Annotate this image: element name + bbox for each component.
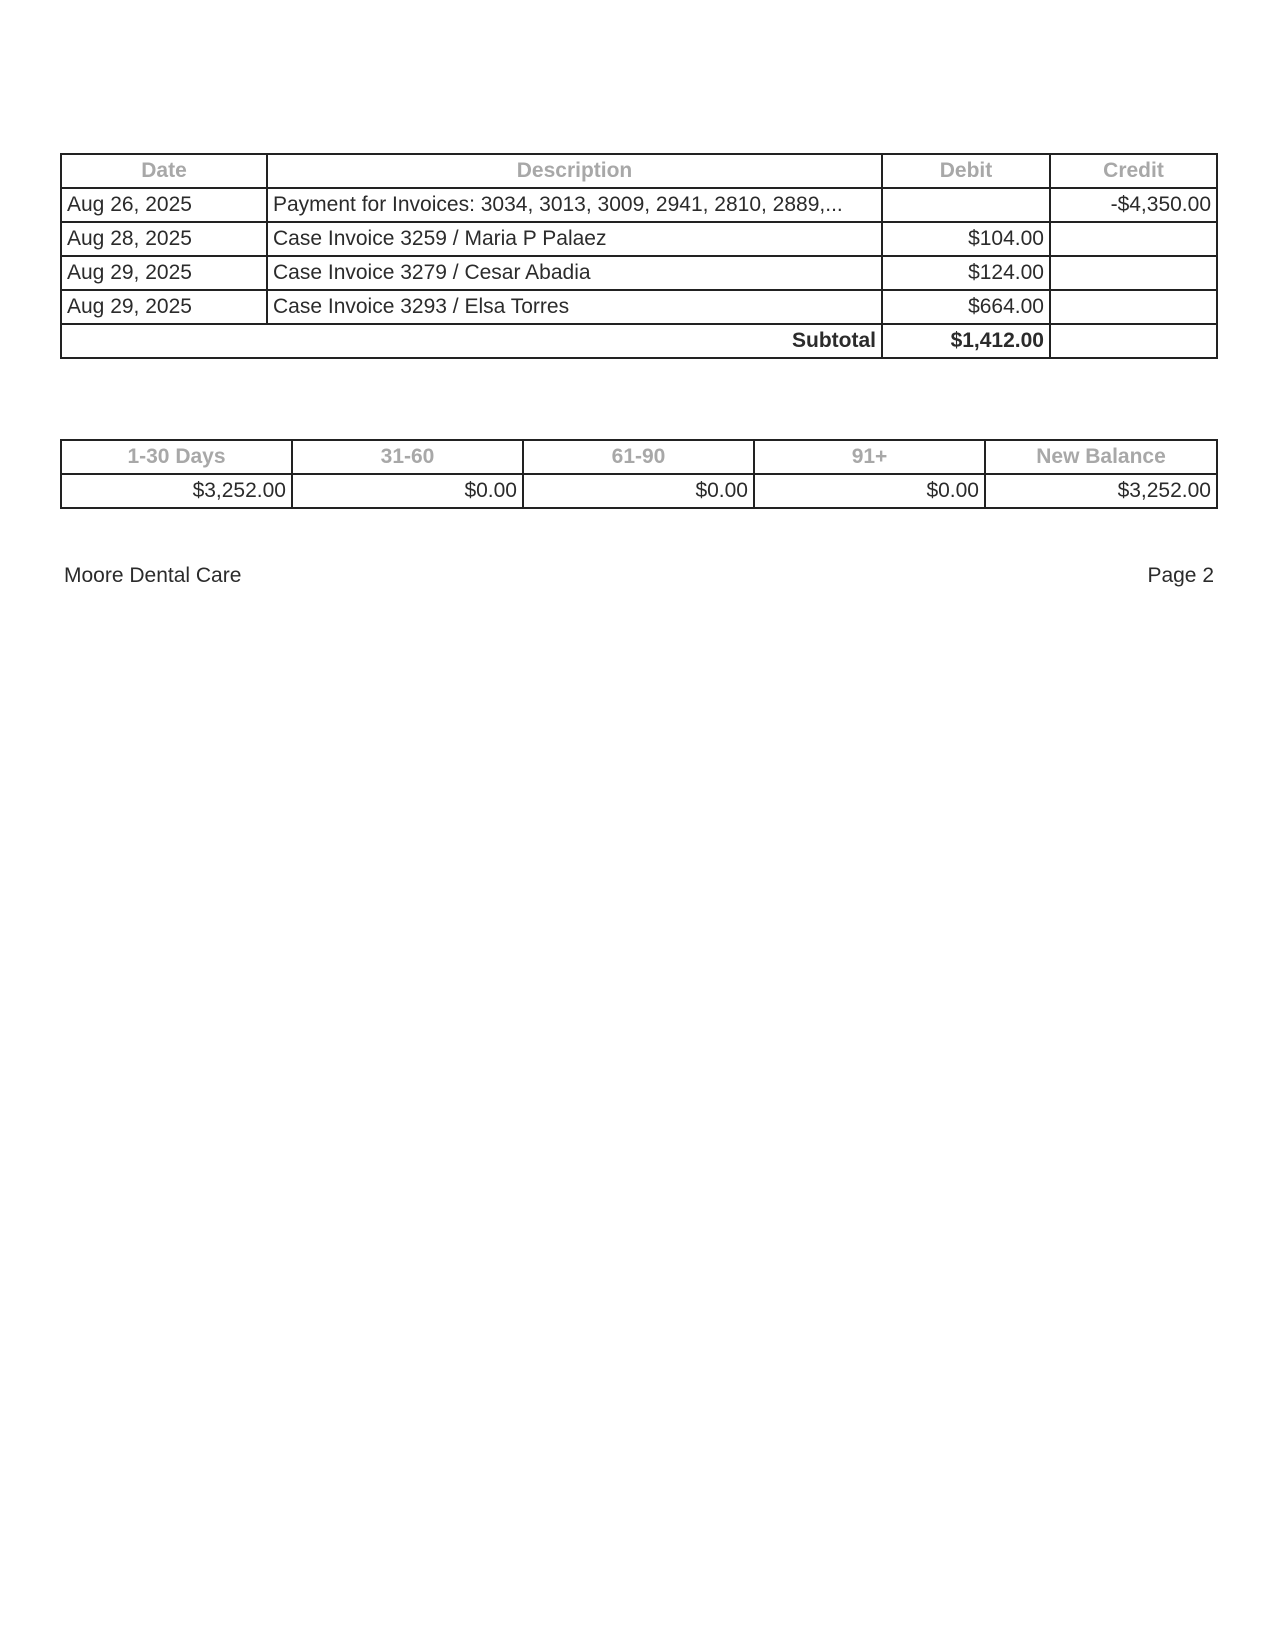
header-credit: Credit	[1050, 154, 1217, 188]
row-debit: $664.00	[882, 290, 1050, 324]
aging-header-row	[61, 440, 1217, 474]
value-31-60: $0.00	[292, 474, 523, 508]
footer-company-name: Moore Dental Care	[64, 564, 242, 587]
header-description: Description	[267, 154, 882, 188]
row-credit: -$4,350.00	[1050, 188, 1217, 222]
row-description: Case Invoice 3259 / Maria P Palaez	[267, 222, 882, 256]
aging-summary-table	[60, 439, 1218, 509]
row-credit	[1050, 256, 1217, 290]
header-31-60: 31-60	[292, 440, 523, 474]
row-date: Aug 29, 2025	[61, 290, 267, 324]
row-date: Aug 29, 2025	[61, 256, 267, 290]
header-new-balance: New Balance	[985, 440, 1217, 474]
subtotal-credit	[1050, 324, 1217, 358]
table-row	[61, 222, 1217, 256]
header-date: Date	[61, 154, 267, 188]
value-61-90: $0.00	[523, 474, 754, 508]
transactions-header-row	[61, 154, 1217, 188]
table-row	[61, 188, 1217, 222]
value-1-30-days: $3,252.00	[61, 474, 292, 508]
row-credit	[1050, 222, 1217, 256]
transactions-table	[60, 153, 1218, 359]
row-debit	[882, 188, 1050, 222]
row-debit: $104.00	[882, 222, 1050, 256]
table-row	[61, 290, 1217, 324]
table-row	[61, 256, 1217, 290]
header-61-90: 61-90	[523, 440, 754, 474]
aging-values-row	[61, 474, 1217, 508]
footer-page-number: Page 2	[1147, 564, 1214, 587]
row-debit: $124.00	[882, 256, 1050, 290]
subtotal-label: Subtotal	[61, 324, 882, 358]
subtotal-row	[61, 324, 1217, 358]
header-debit: Debit	[882, 154, 1050, 188]
value-91-plus: $0.00	[754, 474, 985, 508]
value-new-balance: $3,252.00	[985, 474, 1217, 508]
header-1-30-days: 1-30 Days	[61, 440, 292, 474]
row-description: Case Invoice 3279 / Cesar Abadia	[267, 256, 882, 290]
row-date: Aug 26, 2025	[61, 188, 267, 222]
header-91-plus: 91+	[754, 440, 985, 474]
subtotal-debit: $1,412.00	[882, 324, 1050, 358]
row-description: Case Invoice 3293 / Elsa Torres	[267, 290, 882, 324]
row-credit	[1050, 290, 1217, 324]
row-description: Payment for Invoices: 3034, 3013, 3009, 2941, 2810, 2889,...	[267, 188, 882, 222]
row-date: Aug 28, 2025	[61, 222, 267, 256]
